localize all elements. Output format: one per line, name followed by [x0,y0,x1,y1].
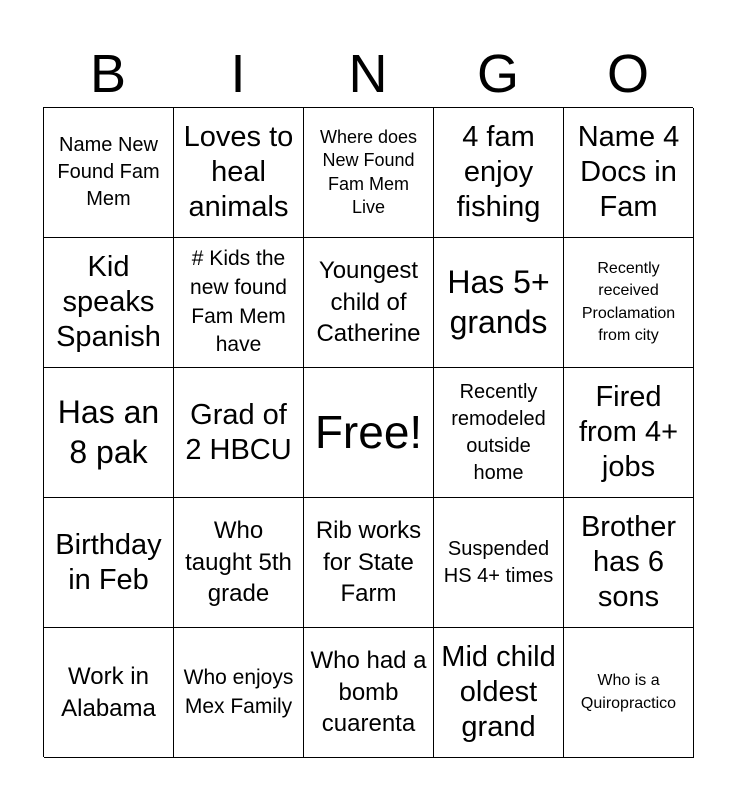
bingo-cell-r1c1[interactable] [44,108,174,238]
cell-text: Who is a Quiropractico [580,672,677,712]
cell-text: Rib works for State Farm [315,516,422,608]
cell-text: # Kids the new found Fam Mem have [190,247,287,357]
cell-text: 4 fam enjoy fishing [456,121,541,223]
bingo-cell-r3c2[interactable] [174,368,304,498]
cell-text: Where does New Found Fam Mem Live [319,126,418,217]
cell-text: Recently remodeled outside home [451,380,546,484]
cell-text: Brother has 6 sons [580,511,677,613]
cell-text: Who had a bomb cuarenta [310,646,427,738]
cell-text: Youngest child of Catherine [316,256,421,348]
bingo-cell-r2c2[interactable] [174,238,304,368]
header-letter-b: B [89,44,127,104]
bingo-cell-r5c4[interactable] [434,628,564,758]
cell-text: Recently received Proclamation from city [581,259,676,344]
free-space-text: Free! [314,406,423,459]
cell-text: Mid child oldest grand [441,641,556,743]
bingo-cell-r4c3[interactable] [304,498,434,628]
cell-text: Has 5+ grands [447,264,550,340]
bingo-cell-r5c3[interactable] [304,628,434,758]
bingo-board [43,107,693,757]
cell-text: Has an 8 pak [57,394,160,470]
header-letter-o: O [606,44,649,104]
bingo-cell-r5c2[interactable] [174,628,304,758]
bingo-cell-r1c5[interactable] [564,108,694,238]
bingo-cell-free[interactable] [304,368,434,498]
cell-text: Loves to heal animals [183,121,294,223]
bingo-cell-r4c1[interactable] [44,498,174,628]
bingo-cell-r2c4[interactable] [434,238,564,368]
header-letter-n: N [348,44,388,104]
bingo-cell-r2c1[interactable] [44,238,174,368]
bingo-cell-r3c1[interactable] [44,368,174,498]
bingo-cell-r4c2[interactable] [174,498,304,628]
cell-text: Name 4 Docs in Fam [577,121,680,223]
header-letter-i: I [230,44,246,104]
cell-text: Grad of 2 HBCU [185,398,292,466]
bingo-header [43,40,693,108]
cell-text: Work in Alabama [61,662,156,722]
bingo-cell-r1c2[interactable] [174,108,304,238]
cell-text: Fired from 4+ jobs [578,381,679,483]
cell-text: Who enjoys Mex Family [183,665,294,718]
cell-text: Who taught 5th grade [185,516,292,608]
cell-text: Birthday in Feb [55,528,162,596]
bingo-cell-r4c5[interactable] [564,498,694,628]
bingo-cell-r4c4[interactable] [434,498,564,628]
bingo-cell-r1c3[interactable] [304,108,434,238]
bingo-cell-r1c4[interactable] [434,108,564,238]
bingo-cell-r3c4[interactable] [434,368,564,498]
cell-text: Name New Found Fam Mem [57,134,160,210]
header-letter-g: G [476,44,519,104]
bingo-cell-r2c5[interactable] [564,238,694,368]
bingo-cell-r5c5[interactable] [564,628,694,758]
bingo-cell-r2c3[interactable] [304,238,434,368]
cell-text: Suspended HS 4+ times [443,537,554,587]
bingo-cell-r3c5[interactable] [564,368,694,498]
bingo-cell-r5c1[interactable] [44,628,174,758]
cell-text: Kid speaks Spanish [56,251,161,353]
